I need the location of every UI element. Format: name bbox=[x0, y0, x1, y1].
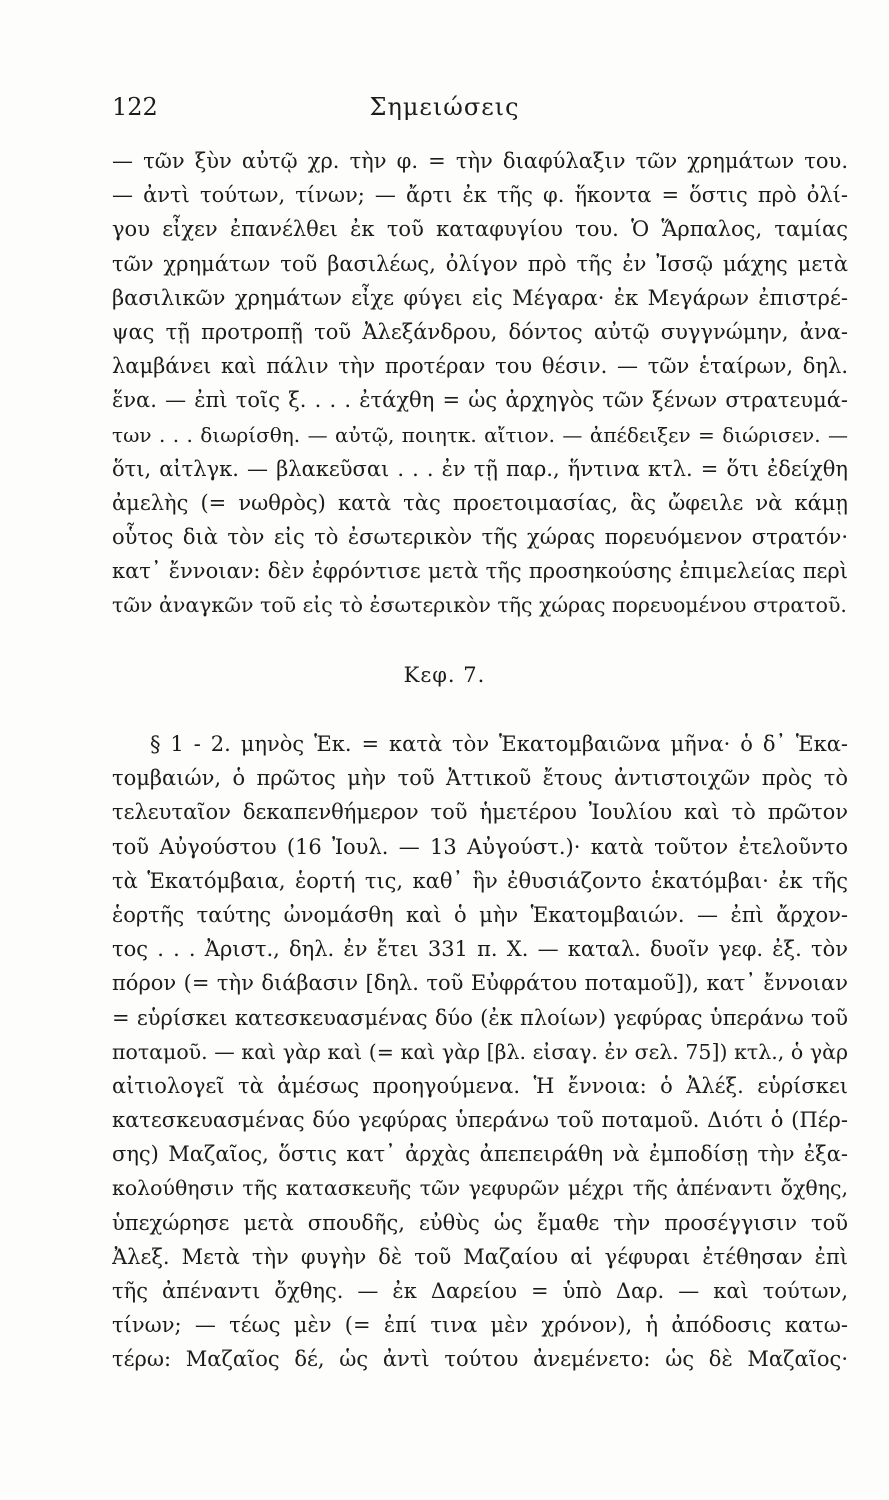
notes-top bbox=[112, 144, 848, 623]
text-line: λαμβάνει καὶ πάλιν τὴν προτέραν του θέσιν. — τῶν ἑταίρων, δηλ. bbox=[112, 354, 848, 379]
chapter-heading: Κεφ. 7. bbox=[403, 663, 486, 687]
text-line: ψας τῇ προτροπῇ τοῦ Ἀλεξάνδρου, δόντος αὐτῷ συγγνώμην, ἀνα- bbox=[112, 319, 848, 344]
text-line: = εὑρίσκει κατεσκευασμένας δύο (ἐκ πλοίων) γεφύρας ὑπεράνω τοῦ bbox=[112, 1005, 848, 1030]
text-line: κολούθησιν τῆς κατασκευῆς τῶν γεφυρῶν μέχρι τῆς ἀπέναντι ὄχθης, bbox=[112, 1176, 848, 1201]
text-line: τὰ Ἑκατόμβαια, ἑορτή τις, καθ᾽ ἣν ἐθυσιάζοντο ἑκατόμβαι· ἐκ τῆς bbox=[112, 868, 848, 893]
text-line: οὗτος διὰ τὸν εἰς τὸ ἐσωτερικὸν τῆς χώρας πορευόμενον στρατόν· bbox=[112, 525, 848, 550]
text-line: βασιλικῶν χρημάτων εἶχε φύγει εἰς Μέγαρα· ἐκ Μεγάρων ἐπιστρέ- bbox=[112, 285, 848, 310]
text-line: τομβαιών, ὁ πρῶτος μὴν τοῦ Ἀττικοῦ ἔτους ἀντιστοιχῶν πρὸς τὸ bbox=[112, 766, 848, 791]
text-line: ποταμοῦ. — καὶ γὰρ καὶ (= καὶ γὰρ [βλ. εἰσαγ. ἐν σελ. 75]) κτλ., ὁ γὰρ bbox=[112, 1039, 848, 1064]
text-line: αἰτιολογεῖ τὰ ἀμέσως προηγούμενα. Ἡ ἔννοια: ὁ Ἀλέξ. εὑρίσκει bbox=[112, 1073, 848, 1098]
text-line: κατ᾽ ἔννοιαν: δὲν ἐφρόντισε μετὰ τῆς προσηκούσης ἐπιμελείας περὶ bbox=[112, 559, 848, 584]
text-line: § 1 - 2. μηνὸς Ἑκ. = κατὰ τὸν Ἑκατομβαιῶνα μῆνα· ὁ δ᾽ Ἑκα- bbox=[150, 732, 848, 756]
text-line: τοῦ Αὐγούστου (16 Ἰουλ. — 13 Αὐγούστ.)· κατὰ τοῦτον ἐτελοῦντο bbox=[112, 834, 848, 859]
page-number: 122 bbox=[112, 93, 158, 121]
text-line: τῆς ἀπέναντι ὄχθης. — ἐκ Δαρείου = ὑπὸ Δαρ. — καὶ τούτων, bbox=[112, 1279, 848, 1303]
running-title: Σημειώσεις bbox=[369, 93, 520, 121]
text-line: τέρω: Μαζαῖος δέ, ὡς ἀντὶ τούτου ἀνεμένετο: ὡς δὲ Μαζαῖος· bbox=[112, 1347, 848, 1372]
text-line: τῶν ἀναγκῶν τοῦ εἰς τὸ ἐσωτερικὸν τῆς χώρας πορευομένου στρατοῦ. bbox=[112, 593, 847, 618]
text-line: πόρον (= τὴν διάβασιν [δηλ. τοῦ Εὐφράτου ποταμοῦ]), κατ᾽ ἔννοιαν bbox=[112, 971, 848, 996]
text-line: ὅτι, αἰτλγκ. — βλακεῦσαι . . . ἐν τῇ παρ., ἥντινα κτλ. = ὅτι ἐδείχθη bbox=[112, 456, 848, 481]
text-line: ὑπεχώρησε μετὰ σπουδῆς, εὐθὺς ὡς ἔμαθε τὴν προσέγγισιν τοῦ bbox=[112, 1210, 848, 1235]
text-line: γου εἶχεν ἐπανέλθει ἐκ τοῦ καταφυγίου του. Ὁ Ἅρπαλος, ταμίας bbox=[112, 217, 848, 242]
text-line: τος . . . Ἀριστ., δηλ. ἐν ἔτει 331 π. Χ. — καταλ. δυοῖν γεφ. ἐξ. τὸν bbox=[112, 937, 848, 962]
text-line: Ἀλεξ. Μετὰ τὴν φυγὴν δὲ τοῦ Μαζαίου αἱ γέφυραι ἐτέθησαν ἐπὶ bbox=[112, 1244, 848, 1269]
text-line: τελευταῖον δεκαπενθήμερον τοῦ ἡμετέρου Ἰουλίου καὶ τὸ πρῶτον bbox=[112, 800, 848, 825]
text-line: σης) Μαζαῖος, ὅστις κατ᾽ ἀρχὰς ἀπεπειράθη νὰ ἐμποδίσῃ τὴν ἐξα- bbox=[112, 1142, 848, 1167]
text-line: κατεσκευασμένας δύο γεφύρας ὑπεράνω τοῦ ποταμοῦ. Διότι ὁ (Πέρ- bbox=[112, 1108, 848, 1133]
text-line: τίνων; — τέως μὲν (= ἐπί τινα μὲν χρόνον), ἡ ἀπόδοσις κατω- bbox=[112, 1313, 848, 1338]
text-line: τῶν χρημάτων τοῦ βασιλέως, ὀλίγον πρὸ τῆς ἐν Ἰσσῷ μάχης μετὰ bbox=[112, 251, 848, 276]
text-line: ἕνα. — ἐπὶ τοῖς ξ. . . . ἐτάχθη = ὡς ἀρχηγὸς τῶν ξένων στρατευμά- bbox=[112, 388, 848, 413]
text-line: ἑορτῆς ταύτης ὠνομάσθη καὶ ὁ μὴν Ἑκατομβαιών. — ἐπὶ ἄρχον- bbox=[112, 902, 848, 927]
text-line: των . . . διωρίσθη. — αὐτῷ, ποιητκ. αἴτιον. — ἀπέδειξεν = διώρισεν. — bbox=[112, 422, 848, 447]
text-line: ἀμελὴς (= νωθρὸς) κατὰ τὰς προετοιμασίας, ἃς ὤφειλε νὰ κάμῃ bbox=[112, 490, 848, 515]
text-line: — τῶν ξὺν αὐτῷ χρ. τὴν φ. = τὴν διαφύλαξιν τῶν χρημάτων του. bbox=[112, 149, 848, 173]
text-line: — ἀντὶ τούτων, τίνων; — ἄρτι ἐκ τῆς φ. ἥκοντα = ὅστις πρὸ ὀλί- bbox=[112, 183, 848, 208]
notes-bottom bbox=[112, 727, 848, 1377]
